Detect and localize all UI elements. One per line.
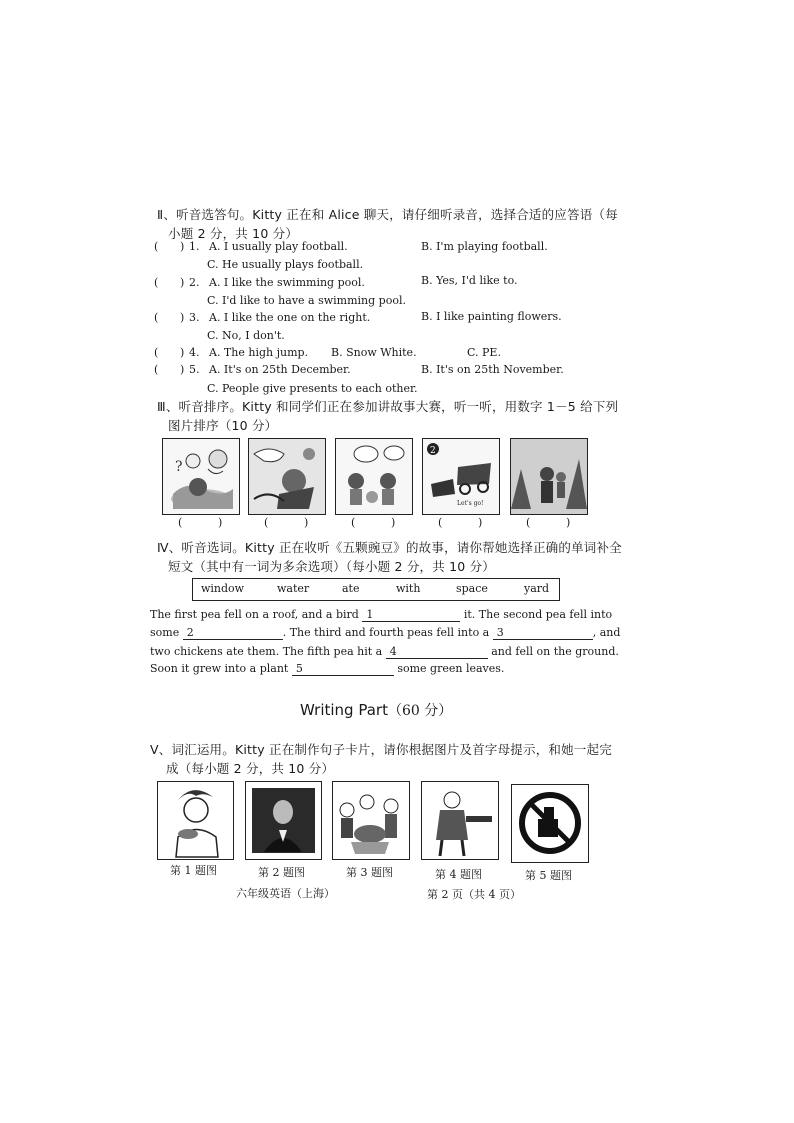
answer-bracket-open[interactable]: ( <box>154 363 159 376</box>
picture-4-label: Let's go! <box>457 500 484 507</box>
word-bank-item: with <box>396 582 421 595</box>
blank-1[interactable]: 1 <box>362 608 460 622</box>
section-5-title-line2: 成（每小题 2 分，共 10 分） <box>166 761 335 776</box>
option-b: B. I like painting flowers. <box>421 310 562 323</box>
footer-subject: 六年级英语（上海） <box>236 887 335 900</box>
caption-picture-5: 第 5 题图 <box>525 869 572 882</box>
option-a: A. I usually play football. <box>209 240 348 253</box>
order-answer-bracket-open[interactable]: ( <box>264 516 269 529</box>
blank-5[interactable]: 5 <box>292 662 394 676</box>
fisherman-scene-icon <box>248 438 326 515</box>
option-c: C. No, I don't. <box>207 329 285 342</box>
question-number: 5. <box>189 363 200 376</box>
option-a: A. The high jump. <box>209 346 309 359</box>
no-noise-sign-icon <box>511 784 589 863</box>
word-bank-item: yard <box>524 582 550 595</box>
passage-line-4: Soon it grew into a plant 5 some green leaves. <box>150 662 505 675</box>
answer-bracket-open[interactable]: ( <box>154 311 159 324</box>
option-c: C. People give presents to each other. <box>207 382 418 395</box>
answer-bracket-open[interactable]: ( <box>154 346 159 359</box>
option-a: A. It's on 25th December. <box>209 363 351 376</box>
family-forest-icon <box>510 438 588 515</box>
picture-4-marker: 2 <box>430 446 436 456</box>
section-4-title-line1: Ⅳ、听音选词。Kitty 正在收听《五颗豌豆》的故事，请你帮她选择正确的单词补全 <box>157 540 622 555</box>
answer-bracket-close[interactable]: ) <box>180 311 185 324</box>
section-2-title-line2: 小题 2 分，共 10 分） <box>168 226 299 241</box>
option-b: B. Yes, I'd like to. <box>421 274 518 287</box>
word-bank-box <box>192 578 560 601</box>
option-a: A. I like the one on the right. <box>209 311 371 324</box>
order-answer-bracket-close[interactable]: ) <box>566 516 571 529</box>
passage-line-3: two chickens ate them. The fifth pea hit a 4 and fell on the ground. <box>150 645 619 658</box>
option-a: A. I like the swimming pool. <box>209 276 365 289</box>
passage-line-1: The first pea fell on a roof, and a bird 1 it. The second pea fell into <box>150 608 613 621</box>
option-b: B. I'm playing football. <box>421 240 548 253</box>
children-story-icon <box>335 438 413 515</box>
answer-bracket-close[interactable]: ) <box>180 363 185 376</box>
order-answer-bracket-open[interactable]: ( <box>178 516 183 529</box>
order-answer-bracket-close[interactable]: ) <box>218 516 223 529</box>
footer-page-number: 第 2 页（共 4 页） <box>427 888 521 901</box>
caption-picture-1: 第 1 题图 <box>170 864 217 877</box>
order-answer-bracket-open[interactable]: ( <box>351 516 356 529</box>
answer-bracket-close[interactable]: ) <box>180 240 185 253</box>
writing-part-heading: Writing Part（60 分） <box>300 701 453 719</box>
question-number: 4. <box>189 346 200 359</box>
question-number: 2. <box>189 276 200 289</box>
option-b: B. It's on 25th November. <box>421 363 564 376</box>
section-4-title-line2: 短文（其中有一词为多余选项）（每小题 2 分，共 10 分） <box>168 559 496 574</box>
answer-bracket-open[interactable]: ( <box>154 240 159 253</box>
fairy-tale-scene-icon <box>162 438 240 515</box>
option-c: C. I'd like to have a swimming pool. <box>207 294 406 307</box>
option-c: C. PE. <box>467 346 501 359</box>
svg-text:?: ? <box>175 459 183 475</box>
option-b: B. Snow White. <box>331 346 417 359</box>
passage-line-2: some 2 . The third and fourth peas fell into a 3 , and <box>150 626 621 639</box>
farmer-icon <box>421 781 499 860</box>
order-answer-bracket-open[interactable]: ( <box>526 516 531 529</box>
word-bank-item: window <box>201 582 245 595</box>
section-2-title-line1: Ⅱ、听音选答句。Kitty 正在和 Alice 聊天，请仔细听录音，选择合适的应答语（每 <box>157 207 618 222</box>
word-bank-item: space <box>456 582 488 595</box>
portrait-man-icon <box>245 781 322 860</box>
caption-picture-3: 第 3 题图 <box>346 866 393 879</box>
answer-bracket-close[interactable]: ) <box>180 346 185 359</box>
family-meal-icon <box>332 781 410 860</box>
blank-3[interactable]: 3 <box>493 626 593 640</box>
section-5-title-line1: Ⅴ、词汇运用。Kitty 正在制作句子卡片，请你根据图片及首字母提示，和她一起完 <box>150 742 612 757</box>
order-answer-bracket-close[interactable]: ) <box>391 516 396 529</box>
order-answer-bracket-close[interactable]: ) <box>304 516 309 529</box>
boy-eating-icon <box>157 781 234 860</box>
caption-picture-2: 第 2 题图 <box>258 866 305 879</box>
question-number: 1. <box>189 240 200 253</box>
blank-2[interactable]: 2 <box>183 626 283 640</box>
word-bank-item: water <box>277 582 310 595</box>
option-c: C. He usually plays football. <box>207 258 364 271</box>
section-3-title-line2: 图片排序（10 分） <box>168 418 278 433</box>
answer-bracket-open[interactable]: ( <box>154 276 159 289</box>
word-bank-item: ate <box>342 582 360 595</box>
order-answer-bracket-open[interactable]: ( <box>438 516 443 529</box>
caption-picture-4: 第 4 题图 <box>435 868 482 881</box>
order-answer-bracket-close[interactable]: ) <box>478 516 483 529</box>
section-3-title-line1: Ⅲ、听音排序。Kitty 和同学们正在参加讲故事大赛，听一听，用数字 1－5 给下列 <box>157 399 619 414</box>
donkey-cart-icon <box>422 438 500 515</box>
answer-bracket-close[interactable]: ) <box>180 276 185 289</box>
question-number: 3. <box>189 311 200 324</box>
blank-4[interactable]: 4 <box>386 645 488 659</box>
